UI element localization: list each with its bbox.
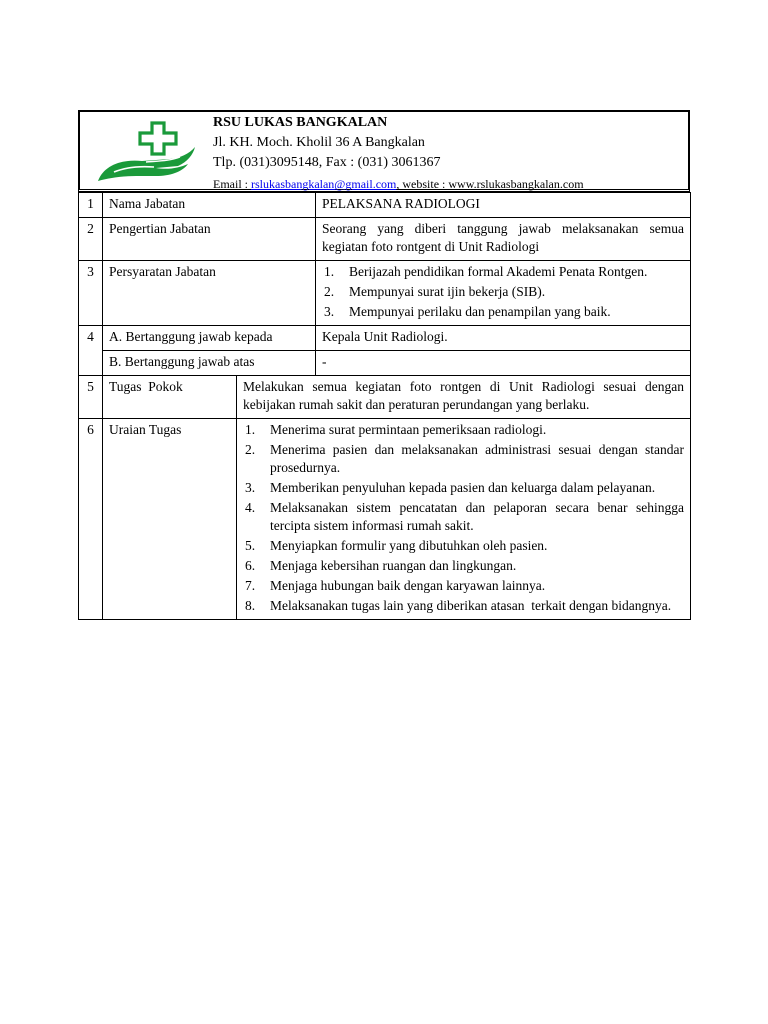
contact-line (213, 175, 688, 193)
row-number: 1 (79, 193, 103, 218)
website-label: , website : (396, 177, 449, 191)
row-label: Persyaratan Jabatan (103, 261, 316, 326)
hospital-address: Jl. KH. Moch. Kholil 36 A Bangkalan (213, 135, 425, 150)
row-number: 3 (79, 261, 103, 326)
duties-list (243, 421, 684, 615)
row-value: Seorang yang diberi tanggung jawab melaksanakan semua kegiatan foto rontgent di Unit Radiologi (316, 218, 691, 261)
letterhead (78, 110, 690, 192)
document (78, 110, 690, 620)
table-row (79, 376, 691, 419)
row-label: Pengertian Jabatan (103, 218, 316, 261)
job-description-table (78, 192, 691, 620)
table-row (79, 218, 691, 261)
list-item: 8. Melaksanakan tugas lain yang diberikan atasan terkait dengan bidangnya. (245, 598, 672, 613)
row-value: PELAKSANA RADIOLOGI (316, 193, 691, 218)
hospital-cross-hands-logo (96, 121, 200, 187)
list-item: 4. Melaksanakan sistem pencatatan dan pelaporan secara benar sehingga tercipta sistem informasi rumah sakit. (245, 500, 684, 533)
row-number: 4 (79, 326, 103, 376)
row-value: - (316, 351, 691, 376)
row-value (237, 419, 691, 620)
list-item: 7. Menjaga hubungan baik dengan karyawan lainnya. (245, 578, 546, 593)
row-value: Melakukan semua kegiatan foto rontgen di Unit Radiologi sesuai dengan kebijakan rumah sakit dan peraturan perundangan yang berlaku. (237, 376, 691, 419)
row-label: Tugas Pokok (103, 376, 237, 419)
hospital-phone: Tlp. (031)3095148, Fax : (031) 3061367 (213, 155, 441, 170)
row-value (316, 261, 691, 326)
website-text: www.rslukasbangkalan.com (448, 177, 584, 191)
table-row (79, 326, 691, 351)
list-item: 5. Menyiapkan formulir yang dibutuhkan oleh pasien. (245, 538, 548, 553)
list-item: 2. Mempunyai surat ijin bekerja (SIB). (324, 284, 546, 299)
row-number: 6 (79, 419, 103, 620)
row-value: Kepala Unit Radiologi. (316, 326, 691, 351)
row-label: Nama Jabatan (103, 193, 316, 218)
row-label: A. Bertanggung jawab kepada (103, 326, 316, 351)
hospital-name: RSU LUKAS BANGKALAN (213, 115, 388, 130)
list-item: 2. Menerima pasien dan melaksanakan administrasi sesuai dengan standar prosedurnya. (245, 442, 684, 475)
table-row (79, 419, 691, 620)
list-item: 1. Menerima surat permintaan pemeriksaan radiologi. (245, 422, 547, 437)
list-item: 6. Menjaga kebersihan ruangan dan lingkungan. (245, 558, 517, 573)
table-row (79, 193, 691, 218)
list-item: 1. Berijazah pendidikan formal Akademi Penata Rontgen. (324, 264, 648, 279)
row-label: Uraian Tugas (103, 419, 237, 620)
list-item: 3. Mempunyai perilaku dan penampilan yang baik. (324, 304, 611, 319)
email-label: Email : (213, 177, 251, 191)
row-label: B. Bertanggung jawab atas (103, 351, 316, 376)
row-number: 2 (79, 218, 103, 261)
row-number: 5 (79, 376, 103, 419)
table-row (79, 261, 691, 326)
list-item: 3. Memberikan penyuluhan kepada pasien dan keluarga dalam pelayanan. (245, 480, 656, 495)
requirements-list (322, 263, 684, 321)
table-row (79, 351, 691, 376)
email-link[interactable]: rslukasbangkalan@gmail.com (251, 177, 397, 191)
